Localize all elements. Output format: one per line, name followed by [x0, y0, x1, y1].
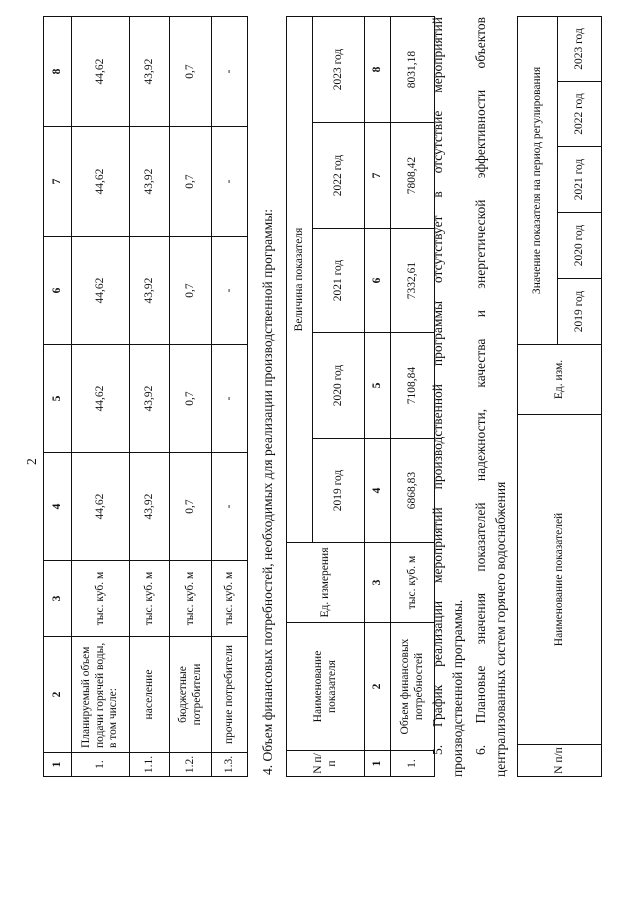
- table3-header-top: [518, 16, 558, 776]
- water-supply-table: [43, 16, 248, 777]
- table-cell: 44,62: [72, 345, 130, 453]
- section-4-title: 4. Объем финансовых потребностей, необходимых для реализации производственной программы:: [260, 208, 275, 775]
- table1-header-cell: 2: [44, 637, 72, 753]
- table-cell: -: [212, 237, 248, 345]
- table-cell: бюджетные потребители: [170, 637, 212, 753]
- table-cell: 1.: [72, 753, 130, 777]
- table2-year: 2021 год: [313, 229, 365, 333]
- table-cell: 44,62: [72, 237, 130, 345]
- table-cell: прочие потребители: [212, 637, 248, 753]
- table1-header-cell: 7: [44, 127, 72, 237]
- table2-number: 2: [365, 623, 391, 751]
- reliability-indicators-table: [517, 16, 602, 777]
- table2-number: 3: [365, 543, 391, 623]
- table-row: [130, 17, 170, 777]
- table3-year: 2022 год: [558, 82, 602, 147]
- table-cell: 43,92: [130, 17, 170, 127]
- table2-col-n: N п/п: [287, 751, 365, 777]
- table2-number: 7: [365, 123, 391, 229]
- table-cell: -: [212, 17, 248, 127]
- table-cell: 1.: [391, 751, 435, 777]
- table2-col-unit: Ед. измерения: [287, 543, 365, 623]
- table2-number: 4: [365, 439, 391, 543]
- table2-number: 6: [365, 229, 391, 333]
- table-cell: тыс. куб. м: [170, 561, 212, 637]
- table-cell: 43,92: [130, 453, 170, 561]
- table2-year: 2020 год: [313, 333, 365, 439]
- table2-header-top: [287, 17, 313, 777]
- table-cell: 8031,18: [391, 17, 435, 123]
- table3-col-name: Наименование показателей: [518, 415, 602, 745]
- table-cell: 0,7: [170, 237, 212, 345]
- table-row: [72, 17, 130, 777]
- table1-header-cell: 6: [44, 237, 72, 345]
- table3-group-header: Значение показателя на период регулирования: [518, 16, 558, 344]
- table-cell: 43,92: [130, 237, 170, 345]
- table1-header-cell: 3: [44, 561, 72, 637]
- table-cell: 1.3.: [212, 753, 248, 777]
- table-cell: 44,62: [72, 453, 130, 561]
- table1-header-cell: 5: [44, 345, 72, 453]
- table3-col-n: N п/п: [518, 745, 602, 777]
- table-cell: 44,62: [72, 17, 130, 127]
- table-cell: 0,7: [170, 17, 212, 127]
- table-cell: 44,62: [72, 127, 130, 237]
- table-cell: -: [212, 127, 248, 237]
- table-cell: Планируемый объем подачи горячей воды, в том числе:: [72, 637, 130, 753]
- section-5-line2: производственной программы.: [450, 599, 465, 777]
- table3-year: 2020 год: [558, 213, 602, 279]
- table-cell: 1.2.: [170, 753, 212, 777]
- table-cell: население: [130, 637, 170, 753]
- table2-number: 5: [365, 333, 391, 439]
- table2-number: 8: [365, 17, 391, 123]
- table-cell: 43,92: [130, 127, 170, 237]
- table3-year: 2019 год: [558, 279, 602, 345]
- table-cell: -: [212, 453, 248, 561]
- table-cell: тыс. куб. м: [72, 561, 130, 637]
- table1-header-cell: 4: [44, 453, 72, 561]
- table-cell: тыс. куб. м: [391, 543, 435, 623]
- table-cell: 7808,42: [391, 123, 435, 229]
- table3-col-unit: Ед. изм.: [518, 345, 602, 415]
- table-cell: 6868,83: [391, 439, 435, 543]
- page-number: 2: [24, 458, 39, 465]
- table-cell: -: [212, 345, 248, 453]
- table2-numbers: [365, 17, 391, 777]
- table3-year: 2023 год: [558, 16, 602, 81]
- table-cell: 43,92: [130, 345, 170, 453]
- table-cell: 7108,84: [391, 333, 435, 439]
- table2-group-header: Величина показателя: [287, 17, 313, 543]
- table-row: [212, 17, 248, 777]
- section-6-line2: централизованных систем горячего водоснабжения: [493, 481, 508, 777]
- table3-year: 2021 год: [558, 147, 602, 213]
- table-cell: 7332,61: [391, 229, 435, 333]
- financial-needs-table: [286, 16, 435, 777]
- table2-year: 2023 год: [313, 17, 365, 123]
- table-cell: Объем финансовых потребностей: [391, 623, 435, 751]
- table1-header: [44, 17, 72, 777]
- table-cell: 1.1.: [130, 753, 170, 777]
- table1-header-cell: 8: [44, 17, 72, 127]
- section-6-line1: 6. Плановые значения показателей надежности, качества и энергетической эффективности объектов: [473, 17, 488, 755]
- table2-year: 2019 год: [313, 439, 365, 543]
- table2-year: 2022 год: [313, 123, 365, 229]
- table-cell: 0,7: [170, 453, 212, 561]
- table2-number: 1: [365, 751, 391, 777]
- table-cell: тыс. куб. м: [130, 561, 170, 637]
- table2-col-name: Наименование показателя: [287, 623, 365, 751]
- section-5-line1: 5. График реализации мероприятий производственной программы отсутствует в отсутствие мероприятий: [430, 17, 445, 755]
- table1-header-cell: 1: [44, 753, 72, 777]
- table-row: [170, 17, 212, 777]
- table-cell: 0,7: [170, 127, 212, 237]
- table-cell: тыс. куб. м: [212, 561, 248, 637]
- table-cell: 0,7: [170, 345, 212, 453]
